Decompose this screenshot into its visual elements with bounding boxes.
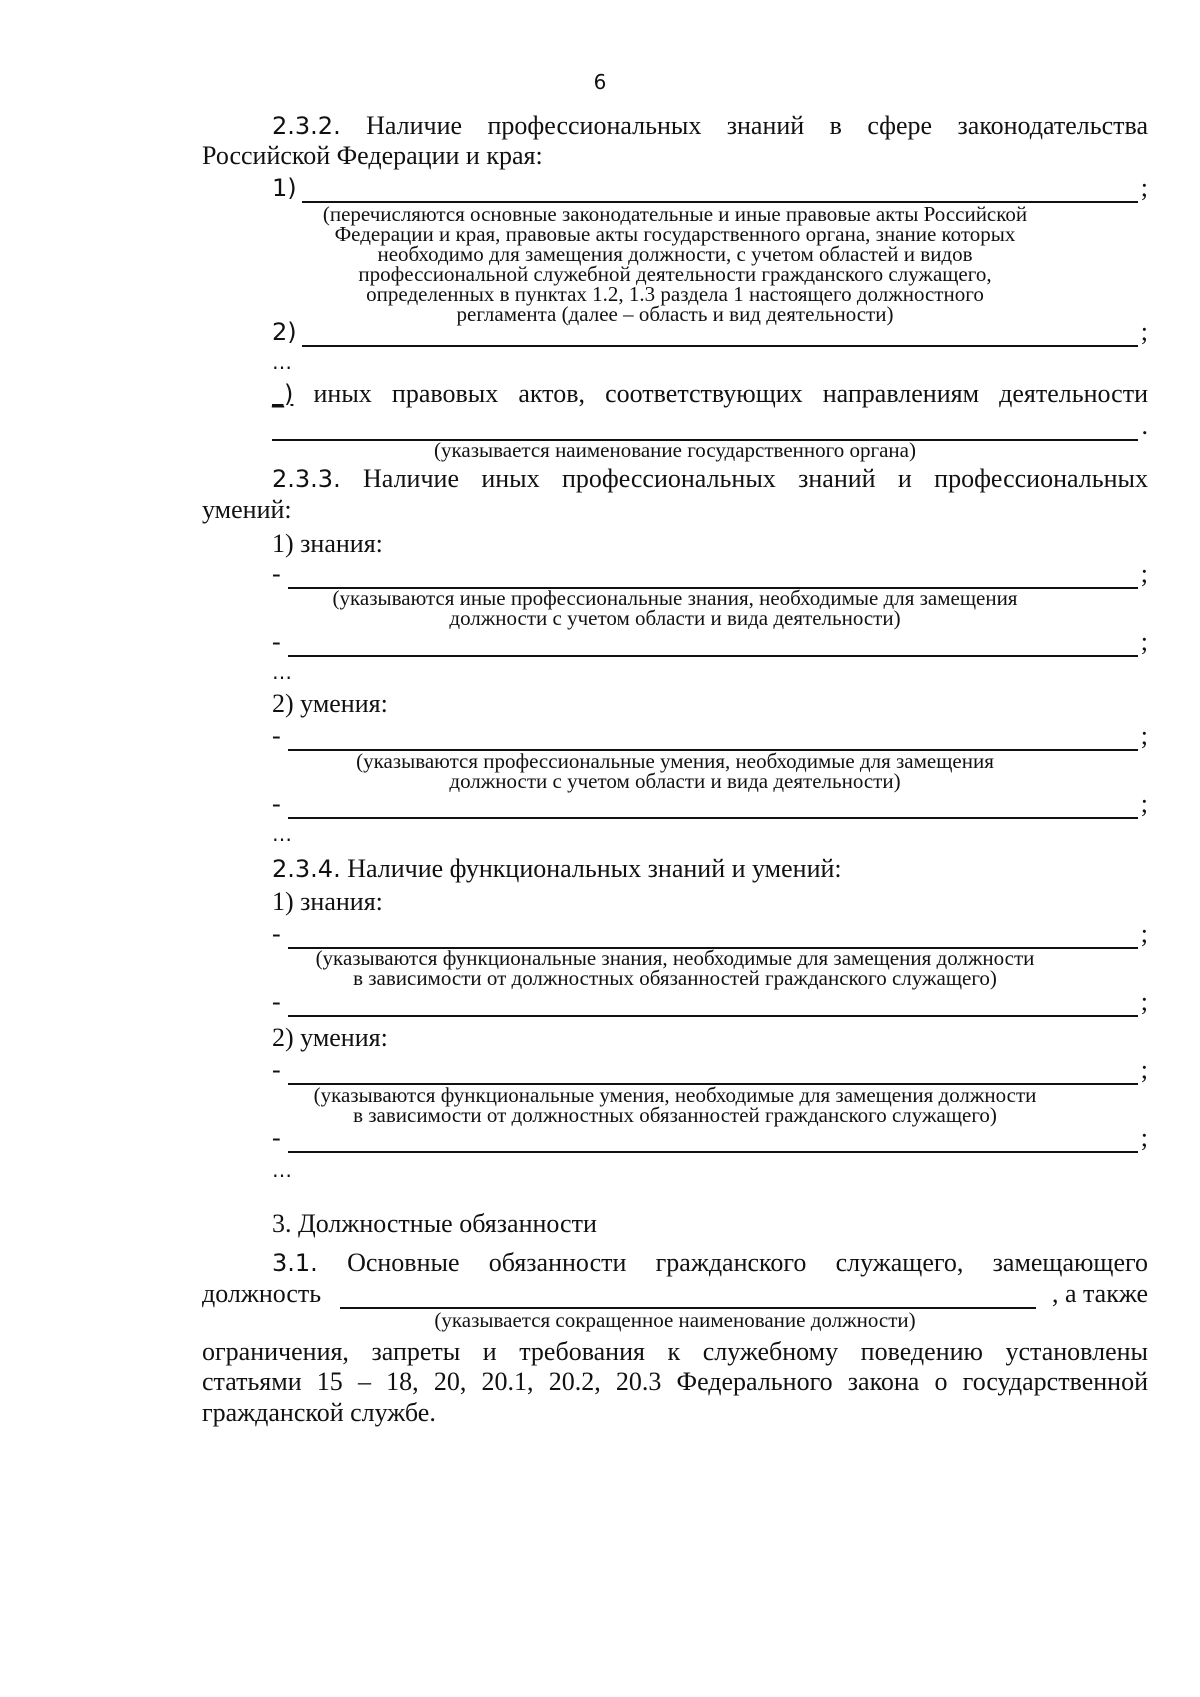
blank-line	[288, 1151, 1138, 1153]
org-note: (указывается наименование государственного органа)	[434, 438, 916, 462]
also-text: , а также	[1051, 1279, 1148, 1308]
section-number: 2.3.3.	[272, 465, 341, 493]
item-label: 1)	[272, 174, 297, 202]
note-line: (указываются функциональные умения, необходимые для замещения должности	[313, 1083, 1037, 1107]
section-2-3-3-line1	[272, 463, 1148, 495]
section-3-1-line4: статьями 15 – 18, 20, 20.1, 20.2, 20.3 Федерального закона о государственной	[202, 1367, 1148, 1396]
section-3-1-line1	[272, 1247, 1148, 1279]
semicolon: ;	[1140, 789, 1148, 818]
dash: -	[272, 559, 281, 588]
section-number: 2.3.2.	[272, 112, 341, 140]
note-line: (указываются функциональные знания, необходимые для замещения должности	[315, 946, 1035, 970]
section-3-1-line3: ограничения, запреты и требования к служебному поведению установлены	[202, 1337, 1148, 1366]
semicolon: ;	[1140, 987, 1148, 1016]
knowledge-label: 1) знания:	[272, 887, 383, 916]
note-line: профессиональной служебной деятельности гражданского служащего,	[358, 262, 992, 286]
note-line: в зависимости от должностных обязанностей гражданского служащего)	[353, 966, 997, 990]
knowledge-label: 1) знания:	[272, 529, 383, 558]
section-2-3-3-line2: умений:	[202, 495, 292, 524]
position-fill-line[interactable]	[202, 1278, 1148, 1312]
skills-note	[222, 751, 1128, 791]
semicolon: ;	[1140, 1055, 1148, 1084]
semicolon: ;	[1140, 627, 1148, 656]
semicolon: ;	[1140, 721, 1148, 750]
blank-line	[288, 1015, 1138, 1017]
section-number: 3.1.	[272, 1249, 318, 1277]
func-knowledge-note	[222, 948, 1128, 988]
note-line: (перечисляются основные законодательные и иные правовые акты Российской	[322, 202, 1028, 226]
note-line: необходимо для замещения должности, с учетом областей и видов	[377, 242, 973, 266]
dash: -	[272, 1123, 281, 1152]
dash: -	[272, 627, 281, 656]
section-2-3-4-line1	[272, 853, 1148, 885]
section-2-3-2-line2: Российской Федерации и края:	[202, 141, 543, 170]
note-line: должности с учетом области и вида деятельности)	[449, 606, 901, 630]
note-line: регламента (далее – область и вид деятельности)	[456, 302, 894, 326]
position-note: (указывается сокращенное наименование должности)	[434, 1308, 916, 1332]
section-number: 2.3.4.	[272, 855, 341, 883]
dash: -	[272, 919, 281, 948]
note-line: (указываются профессиональные умения, необходимые для замещения	[356, 749, 994, 773]
skills-label: 2) умения:	[272, 689, 388, 718]
semicolon: ;	[1140, 173, 1148, 202]
section-2-3-2-line1	[272, 110, 1148, 142]
fill-line-knowledge-2[interactable]	[272, 626, 1148, 660]
page-number: 6	[593, 70, 607, 94]
skills-label: 2) умения:	[272, 1023, 388, 1052]
note-line: (указываются иные профессиональные знания, необходимые для замещения	[332, 586, 1018, 610]
section-text: Наличие иных профессиональных знаний и профессиональных	[363, 464, 1148, 493]
note-line: определенных в пунктах 1.2, 1.3 раздела 1 настоящего должностного	[366, 282, 984, 306]
fill-line-func-skills-2[interactable]	[272, 1122, 1148, 1156]
knowledge-note	[222, 588, 1128, 628]
semicolon: ;	[1140, 317, 1148, 346]
period: .	[1141, 411, 1148, 440]
position-word: должность	[202, 1279, 322, 1308]
semicolon: ;	[1140, 1123, 1148, 1152]
dash: -	[272, 987, 281, 1016]
section-3-heading: 3. Должностные обязанности	[272, 1209, 597, 1238]
dash: -	[272, 721, 281, 750]
section-3-1-line5: гражданской службе.	[202, 1398, 436, 1427]
note-line: Федерации и края, правовые акты государственного органа, знание которых	[334, 222, 1016, 246]
other-acts-marker[interactable]: _)	[272, 380, 294, 408]
section-text: Наличие функциональных знаний и умений:	[347, 854, 842, 883]
item-label: 2)	[272, 318, 297, 346]
other-acts-text: иных правовых актов, соответствующих направлениям деятельности	[313, 379, 1148, 408]
dash: -	[272, 1055, 281, 1084]
fill-line-skills-2[interactable]	[272, 788, 1148, 822]
note-line: должности с учетом области и вида деятельности)	[449, 769, 901, 793]
semicolon: ;	[1140, 919, 1148, 948]
ellipsis: …	[272, 1158, 292, 1182]
func-skills-note	[222, 1085, 1128, 1125]
semicolon: ;	[1140, 559, 1148, 588]
fill-line-item-2[interactable]	[272, 316, 1148, 350]
fill-line-func-knowledge-2[interactable]	[272, 986, 1148, 1020]
ellipsis: …	[272, 350, 292, 374]
ellipsis: …	[272, 660, 292, 684]
section-text: Основные обязанности гражданского служащего, замещающего	[347, 1248, 1148, 1277]
ellipsis: …	[272, 822, 292, 846]
dash: -	[272, 789, 281, 818]
other-acts-line	[272, 378, 1148, 410]
note-line: в зависимости от должностных обязанностей гражданского служащего)	[353, 1103, 997, 1127]
acts-note	[222, 204, 1128, 324]
section-text: Наличие профессиональных знаний в сфере законодательства	[366, 111, 1149, 140]
fill-line-item-1[interactable]	[272, 172, 1148, 206]
